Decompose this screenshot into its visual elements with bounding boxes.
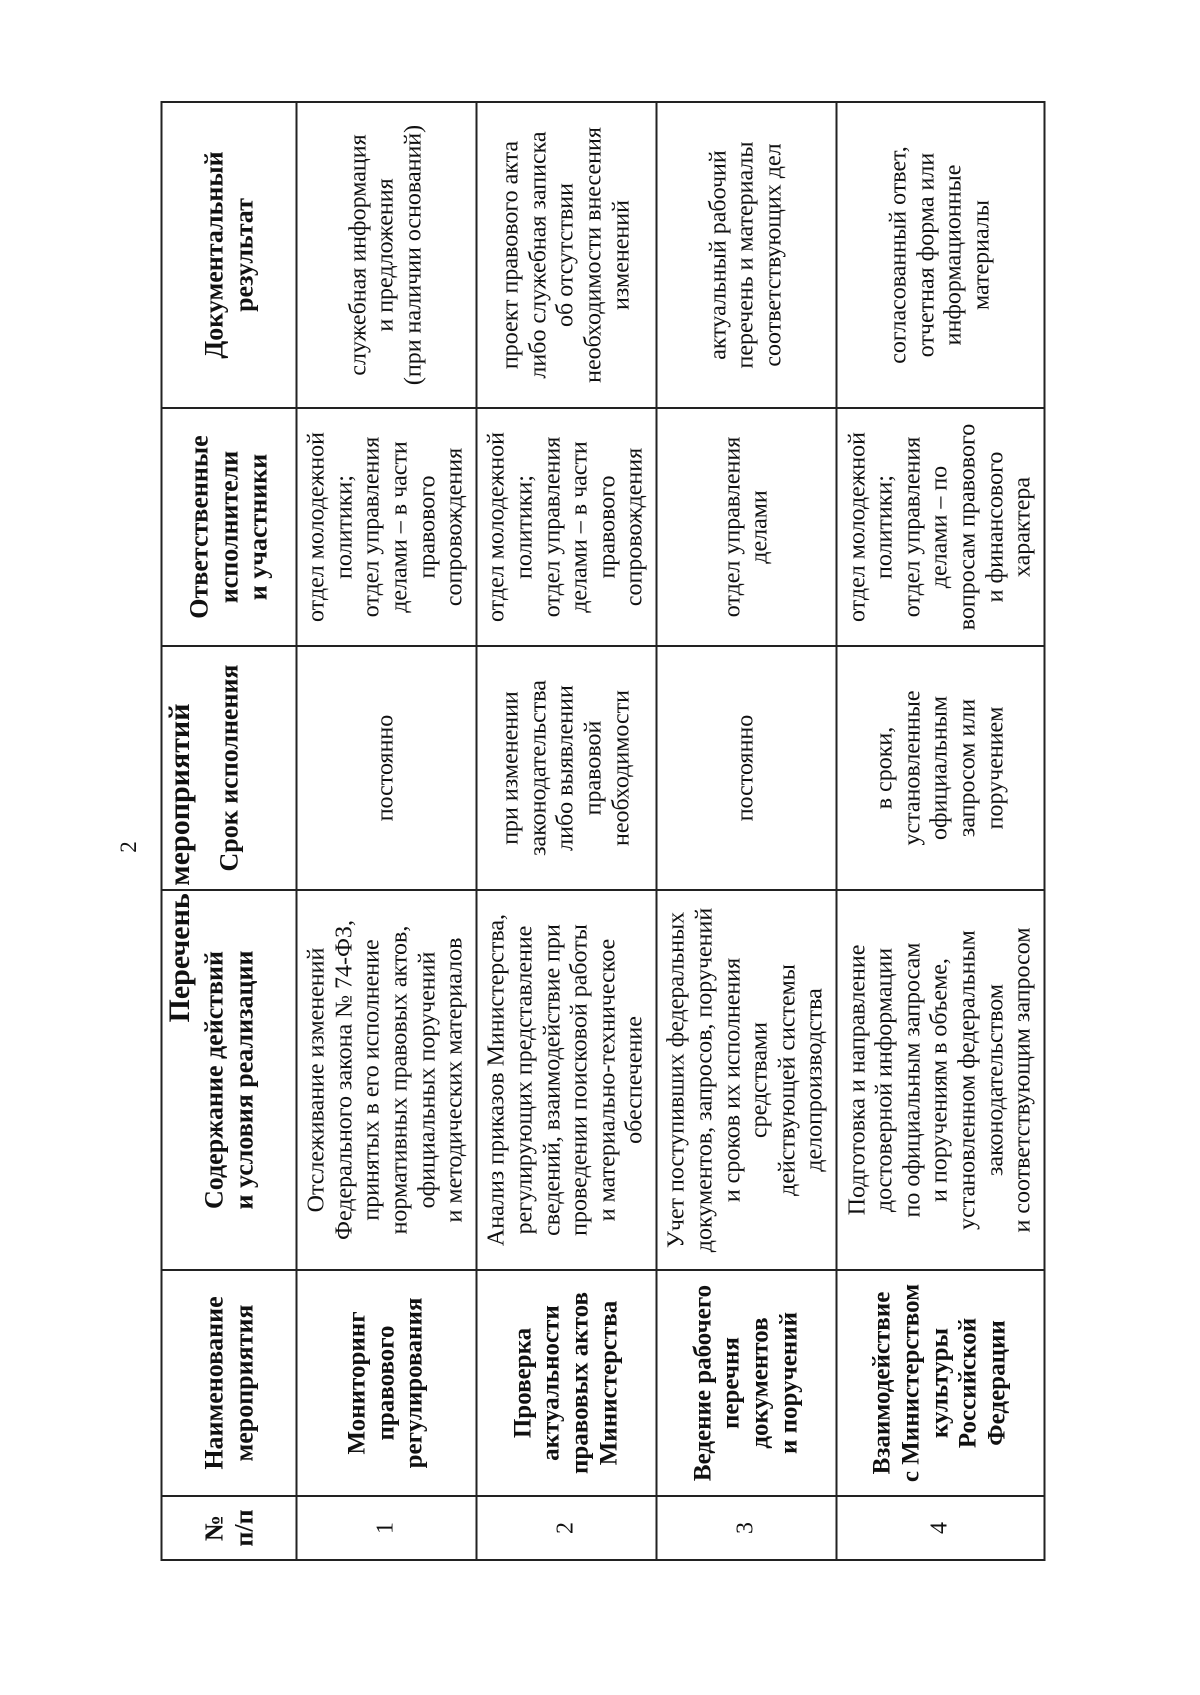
header-name: Наименование мероприятия [161, 1270, 296, 1496]
header-content: Содержание действий и условия реализации [161, 890, 296, 1270]
row-deadline: в сроки, установленные официальным запросом или поручением [836, 646, 1044, 890]
row-num: 2 [476, 1496, 656, 1560]
row-deadline: постоянно [296, 646, 476, 890]
table-row [476, 102, 656, 1560]
row-responsible: отдел молодежной политики; отдел управления делами – в части правового сопровождения [476, 408, 656, 646]
row-content: Подготовка и направление достоверной информации по официальным запросам и поручениям в объеме, установленном федеральным законодательством и соответствующим запросом [836, 890, 1044, 1270]
row-content: Учет поступивших федеральных документов, запросов, поручений и сроков их исполнения средствами действующей системы делопроизводства [656, 890, 836, 1270]
header-deadline: Срок исполнения [161, 646, 296, 890]
events-table [160, 101, 1045, 1561]
row-result: актуальный рабочий перечень и материалы соответствующих дел [656, 102, 836, 408]
header-responsible: Ответственные исполнители и участники [161, 408, 296, 646]
row-num: 4 [836, 1496, 1044, 1560]
row-num: 3 [656, 1496, 836, 1560]
row-name: Ведение рабочего перечня документов и поручений [656, 1270, 836, 1496]
header-num: № п/п [161, 1496, 296, 1560]
row-content: Анализ приказов Министерства, регулирующих представление сведений, взаимодействие при проведении поисковой работы и материально-техническое обеспечение [476, 890, 656, 1270]
events-table-container [160, 103, 1045, 1561]
row-deadline: при изменении законодательства либо выявлении правовой необходимости [476, 646, 656, 890]
row-num: 1 [296, 1496, 476, 1560]
row-result: согласованный ответ, отчетная форма или информационные материалы [836, 102, 1044, 408]
table-header-row [161, 102, 296, 1560]
row-deadline: постоянно [656, 646, 836, 890]
document-title: Перечень мероприятий [163, 703, 196, 1023]
row-responsible: отдел управления делами [656, 408, 836, 646]
table-row [296, 102, 476, 1560]
row-name: Проверка актуальности правовых актов Министерства [476, 1270, 656, 1496]
header-result: Документальный результат [161, 102, 296, 408]
row-name: Взаимодействие с Министерством культуры Российской Федерации [836, 1270, 1044, 1496]
row-responsible: отдел молодежной политики; отдел управления делами – по вопросам правового и финансового характера [836, 408, 1044, 646]
row-content: Отслеживание изменений Федерального закона № 74-ФЗ, принятых в его исполнение нормативных правовых актов, официальных поручений и методических материалов [296, 890, 476, 1270]
table-row [656, 102, 836, 1560]
row-result: проект правового акта либо служебная записка об отсутствии необходимости внесения изменений [476, 102, 656, 408]
table-row [836, 102, 1044, 1560]
page-number: 2 [116, 841, 141, 853]
row-name: Мониторинг правового регулирования [296, 1270, 476, 1496]
row-result: служебная информация и предложения (при наличии оснований) [296, 102, 476, 408]
events-table-rotated [160, 103, 1045, 1561]
row-responsible: отдел молодежной политики; отдел управления делами – в части правового сопровождения [296, 408, 476, 646]
